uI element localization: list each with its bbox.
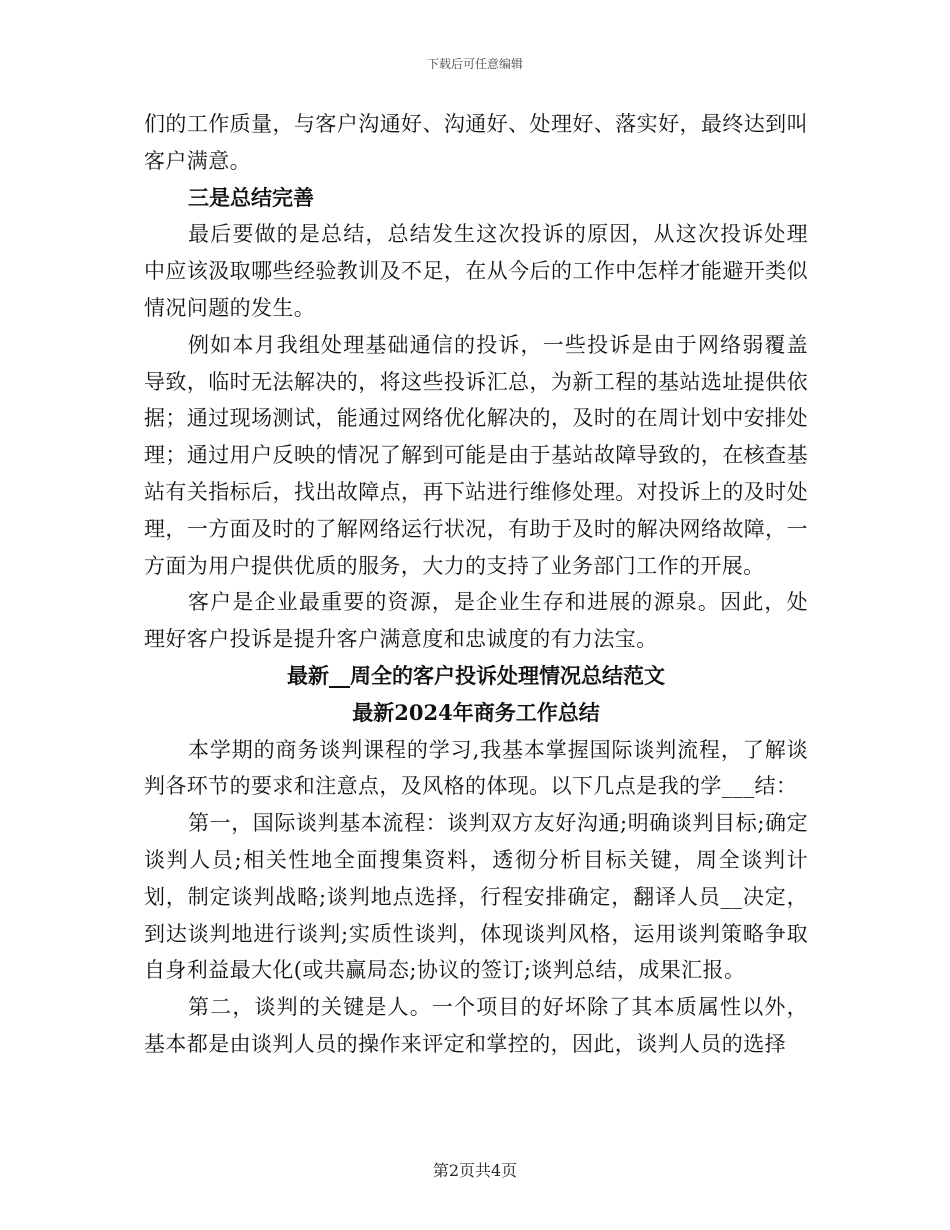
paragraph: 最后要做的是总结，总结发生这次投诉的原因，从这次投诉处理中应该汲取哪些经验教训及不足，在从今后的工作中怎样才能避开类似情况问题的发生。: [144, 222, 808, 320]
page-header: 下载后可任意编辑: [426, 57, 523, 71]
document-body: [144, 106, 808, 1063]
paragraph: 们的工作质量，与客户沟通好、沟通好、处理好、落实好，最终达到叫客户满意。: [144, 112, 808, 173]
section-heading: 三是总结完善: [188, 184, 314, 210]
paragraph: 第二，谈判的关键是人。一个项目的好坏除了其本质属性以外，基本都是由谈判人员的操作来评定和掌控的，因此，谈判人员的选择: [144, 995, 808, 1056]
page-footer: 第2页共4页: [432, 1161, 518, 1180]
paragraph: 本学期的商务谈判课程的学习,我基本掌握国际谈判流程，了解谈判各环节的要求和注意点，及风格的体现。以下几点是我的学___结：: [144, 737, 808, 799]
document-title: 最新__周全的客户投诉处理情况总结范文: [287, 662, 665, 688]
paragraph: 客户是企业最重要的资源，是企业生存和进展的源泉。因此，处理好客户投诉是提升客户满意度和忠诚度的有力法宝。: [144, 590, 808, 652]
paragraph: 例如本月我组处理基础通信的投诉，一些投诉是由于网络弱覆盖导致，临时无法解决的，将这些投诉汇总，为新工程的基站选址提供依据；通过现场测试，能通过网络优化解决的，及时的在周计划中安排处理；通过用户反映的情况了解到可能是由于基站故障导致的，在核查基站有关指标后，找出故障点，再下站进行维修处理。对投诉上的及时处理，一方面及时的了解网络运行状况，有助于及时的解决网络故障，一方面为用户提供优质的服务，大力的支持了业务部门工作的开展。: [144, 332, 808, 578]
document-title: 最新2024年商务工作总结: [352, 699, 600, 725]
paragraph: 第一，国际谈判基本流程：谈判双方友好沟通;明确谈判目标;确定谈判人员;相关性地全面搜集资料，透彻分析目标关键，周全谈判计划，制定谈判战略;谈判地点选择，行程安排确定，翻译人员__决定，到达谈判地进行谈判;实质性谈判，体现谈判风格，运用谈判策略争取自身利益最大化(或共赢局态;协议的签订;谈判总结，成果汇报。: [144, 811, 808, 983]
